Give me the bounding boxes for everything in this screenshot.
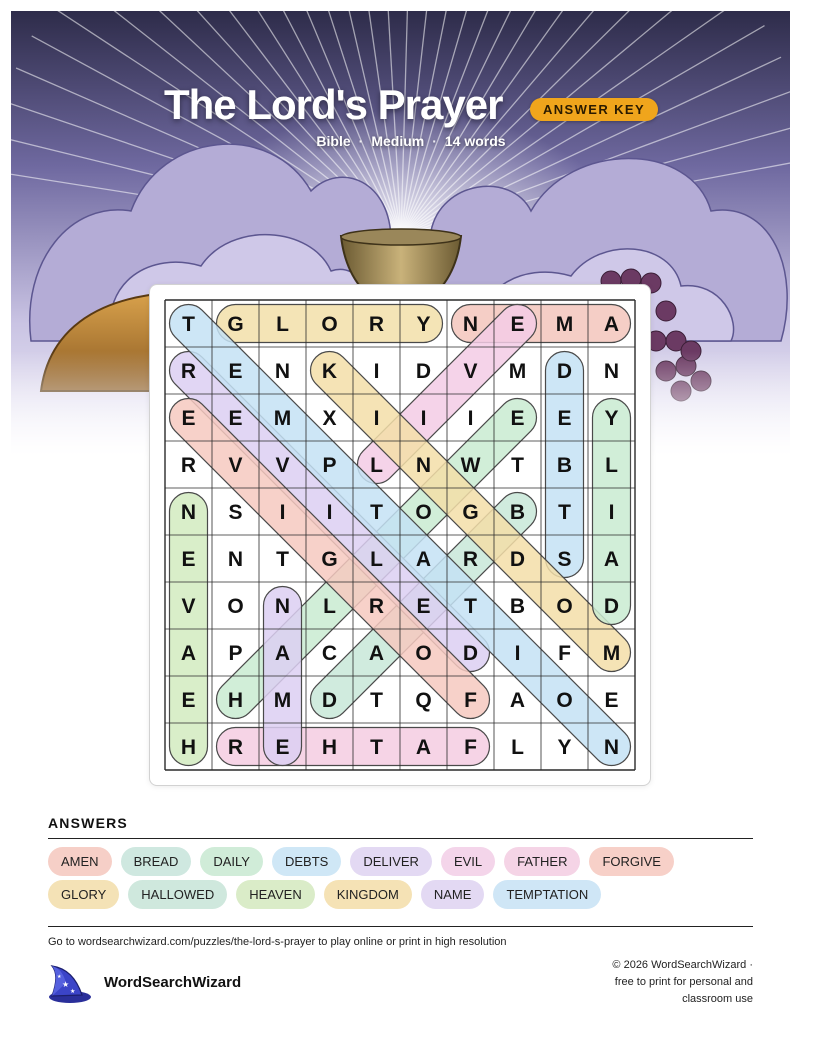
grid-letter: M [508,360,527,383]
answer-word: HALLOWED [128,880,227,909]
grid-letter: P [228,642,243,665]
grid-letter: W [460,454,481,477]
grid-letter: Q [415,689,432,712]
grid-letter: F [464,689,477,712]
grid-letter: K [321,360,338,383]
grid-letter: R [462,548,479,571]
svg-text:★: ★ [70,989,76,995]
grid-letter: A [509,689,526,712]
answer-word: DAILY [200,847,263,876]
grid-letter: R [368,313,385,336]
grid-letter: T [464,595,477,618]
grid-letter: A [180,642,197,665]
puzzle-card [149,284,651,786]
grid-letter: T [370,501,383,524]
grid-letter: B [509,501,526,524]
grid-letter: I [279,501,286,524]
grid-letter: A [368,642,385,665]
grid-letter: T [511,454,524,477]
grid-letter: Y [557,736,572,759]
grid-letter: M [273,689,292,712]
grid-letter: A [274,642,291,665]
grid-letter: E [604,689,619,712]
meta-word-count: 14 words [444,133,506,149]
grid-letter: S [557,548,572,571]
grid-letter: R [368,595,385,618]
grid-letter: D [462,642,479,665]
grid-letter: M [273,407,292,430]
grid-letter: G [227,313,244,336]
answer-word: TEMPTATION [493,880,601,909]
grid-letter: X [322,407,337,430]
grid-letter: I [608,501,615,524]
grid-letter: N [274,595,291,618]
grid-letter: O [556,689,573,712]
answer-word: FORGIVE [589,847,674,876]
grid-letter: V [463,360,478,383]
grid-letter: P [322,454,337,477]
grid-letter: N [603,360,620,383]
meta-separator: · [358,133,364,149]
copyright-line: classroom use [682,993,753,1005]
grid-letter: L [370,548,383,571]
grid-letter: L [605,454,618,477]
copyright [553,957,753,1008]
grid-letter: E [228,407,243,430]
answer-word: DELIVER [350,847,432,876]
grid-letter: B [556,454,573,477]
answer-word: GLORY [48,880,119,909]
copyright-line: free to print for personal and [614,976,753,988]
meta-category: Bible [316,133,351,149]
grid-letter: R [180,360,197,383]
footer-note: Go to wordsearchwizard.com/puzzles/the-lord-s-prayer to play online or print in high resolution [48,936,507,948]
grid-letter: R [180,454,197,477]
grid-letter: B [509,595,526,618]
grid-letter: G [462,501,479,524]
divider [48,926,753,927]
grid-letter: I [420,407,427,430]
answers-heading: ANSWERS [48,815,128,831]
grid-letter: O [415,501,432,524]
answer-list [48,847,753,909]
grid-letter: V [275,454,290,477]
grid-letter: A [603,548,620,571]
grid-letter: O [321,313,338,336]
grid-letter: L [323,595,336,618]
grid-letter: V [228,454,243,477]
puzzle-grid [150,285,650,785]
grid-letter: E [181,407,196,430]
grid-letter: D [556,360,573,383]
svg-text:★: ★ [62,980,70,989]
meta-separator: · [432,133,437,149]
grid-letter: N [227,548,244,571]
grid-letter: A [415,736,432,759]
grid-letter: D [509,548,526,571]
grid-letter: L [276,313,289,336]
grid-letter: H [227,689,244,712]
grid-letter: H [180,736,197,759]
grid-letter: I [373,360,380,383]
page-title: The Lord's Prayer [164,81,503,128]
grid-letter: E [275,736,290,759]
grid-letter: T [276,548,289,571]
grid-letter: O [227,595,244,618]
puzzle-meta [11,133,790,149]
grid-letter: L [511,736,524,759]
brand-name: WordSearchWizard [104,974,242,991]
grid-letter: A [415,548,432,571]
grid-letter: V [181,595,196,618]
grid-letter: O [556,595,573,618]
copyright-line: © 2026 WordSearchWizard · [612,959,753,971]
grid-letter: E [416,595,431,618]
grid-letter: M [602,642,621,665]
grid-letter: Y [604,407,619,430]
grid-letter: N [274,360,291,383]
grid-letter: N [462,313,479,336]
grid-letter: F [464,736,477,759]
grid-letter: D [321,689,338,712]
answer-word: EVIL [441,847,495,876]
grid-letter: T [182,313,195,336]
grid-letter: S [228,501,243,524]
grid-letter: R [227,736,244,759]
answer-word: BREAD [121,847,192,876]
wizard-hat-logo-icon [46,963,92,1005]
answer-word: KINGDOM [324,880,412,909]
grid-letter: E [510,313,525,336]
grid-letter: E [557,407,572,430]
answer-word: FATHER [504,847,580,876]
grid-letter: I [326,501,333,524]
grid-letter: T [558,501,571,524]
answer-key-badge: ANSWER KEY [530,98,658,121]
grid-letter: F [558,642,571,665]
grid-letter: E [181,548,196,571]
svg-text:★: ★ [57,974,62,980]
divider [48,838,753,839]
grid-letter: D [603,595,620,618]
grid-letter: D [415,360,432,383]
grid-letter: C [321,642,338,665]
grid-letter: Y [416,313,431,336]
answer-word: DEBTS [272,847,341,876]
grid-letter: I [373,407,380,430]
grid-letter: L [370,454,383,477]
meta-difficulty: Medium [371,133,425,149]
grid-letter: M [555,313,574,336]
grid-letter: N [180,501,197,524]
grid-letter: O [415,642,432,665]
grid-letter: E [181,689,196,712]
answer-word: HEAVEN [236,880,315,909]
grid-letter: T [370,689,383,712]
grid-letter: H [321,736,338,759]
grid-letter: G [321,548,338,571]
grid-letter: A [603,313,620,336]
grid-letter: T [370,736,383,759]
answer-word: NAME [421,880,485,909]
grid-letter: E [228,360,243,383]
answer-word: AMEN [48,847,112,876]
grid-letter: E [510,407,525,430]
grid-letter: I [514,642,521,665]
grid-letter: N [603,736,620,759]
grid-letter: N [415,454,432,477]
grid-letter: I [467,407,474,430]
